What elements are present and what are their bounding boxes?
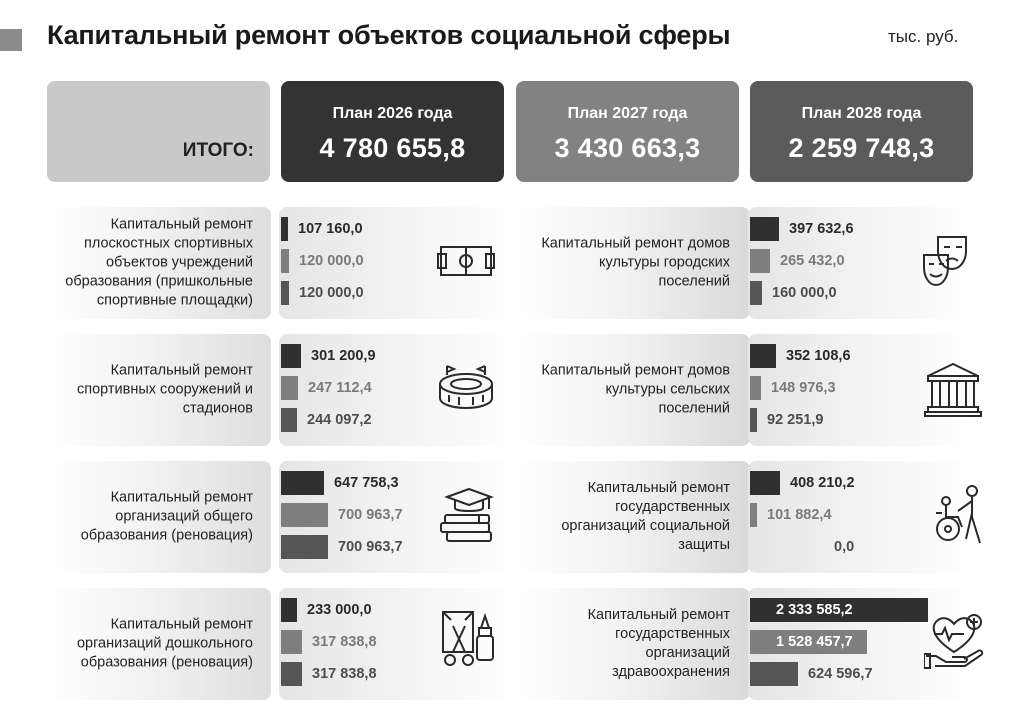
category-label-preschool: Капитальный ремонт организаций дошкольного образования (реновация) <box>76 616 253 671</box>
category-label-healthcare: Капитальный ремонт государственных организаций здравоохранения <box>587 607 730 680</box>
bars-card-stadiums <box>279 334 519 446</box>
category-card-general-education <box>47 461 271 573</box>
bar-value-2028: 92 251,9 <box>767 412 824 428</box>
columns-building-icon <box>924 360 982 418</box>
bar-value-2027: 247 112,4 <box>308 380 372 396</box>
graduation-books-icon <box>439 483 495 545</box>
stadium-icon <box>437 362 495 414</box>
bar-2027 <box>750 376 761 400</box>
bar-value-2028: 120 000,0 <box>299 285 364 301</box>
units-label: тыс. руб. <box>888 27 959 46</box>
bar-2028 <box>281 662 302 686</box>
title-marker <box>0 29 22 51</box>
bar-value-2026: 233 000,0 <box>307 602 372 618</box>
bar-value-2027: 317 838,8 <box>312 634 377 650</box>
bar-value-2027: 101 882,4 <box>767 507 832 523</box>
bar-value-2026: 647 758,3 <box>334 475 399 491</box>
bars-card-rural-culture <box>748 334 972 446</box>
plan-2027-title: План 2027 года <box>567 105 688 122</box>
category-card-sport-grounds <box>47 207 271 319</box>
bars-card-city-culture <box>748 207 972 319</box>
bar-2028 <box>281 408 297 432</box>
bar-2026 <box>281 344 301 368</box>
category-label-city-culture: Капитальный ремонт домов культуры городских поселений <box>541 235 730 290</box>
category-label-rural-culture: Капитальный ремонт домов культуры сельских поселений <box>541 362 730 417</box>
plan-2028-value: 2 259 748,3 <box>788 133 935 163</box>
plan-2026-value: 4 780 655,8 <box>319 133 466 163</box>
plan-2028-box <box>750 81 973 182</box>
bar-2028 <box>281 535 328 559</box>
bars-card-sport-grounds <box>279 207 519 319</box>
bar-2026 <box>281 217 288 241</box>
bar-value-2027: 700 963,7 <box>338 507 403 523</box>
category-label-social-protection: Капитальный ремонт государственных организаций социальной защиты <box>561 480 730 553</box>
bar-value-2028: 244 097,2 <box>307 412 372 428</box>
bar-value-2027: 265 432,0 <box>780 253 845 269</box>
plan-2027-box <box>516 81 739 182</box>
page-title: Капитальный ремонт объектов социальной сферы <box>47 20 731 50</box>
bar-value-2028: 624 596,7 <box>808 666 873 682</box>
bar-2026 <box>281 471 324 495</box>
crafts-icon <box>439 608 495 674</box>
bar-2027 <box>281 249 289 273</box>
football-field-icon <box>437 241 495 281</box>
category-card-stadiums <box>47 334 271 446</box>
bar-2027 <box>750 503 757 527</box>
bar-value-2026: 408 210,2 <box>790 475 855 491</box>
bar-2028 <box>750 408 757 432</box>
bar-value-2026: 107 160,0 <box>298 221 363 237</box>
bars-card-general-education <box>279 461 519 573</box>
bar-value-2026: 352 108,6 <box>786 348 851 364</box>
bar-value-2026: 2 333 585,2 <box>776 602 853 618</box>
plan-2026-title: План 2026 года <box>332 105 453 122</box>
category-label-general-education: Капитальный ремонт организаций общего образования (реновация) <box>80 489 253 544</box>
bar-value-2027: 148 976,3 <box>771 380 836 396</box>
bar-value-2028: 160 000,0 <box>772 285 837 301</box>
plan-2028-title: План 2028 года <box>801 105 922 122</box>
plan-2027-value: 3 430 663,3 <box>554 133 701 163</box>
bars-card-healthcare <box>748 588 972 700</box>
bar-value-2027: 1 528 457,7 <box>776 634 853 650</box>
plan-2026-box <box>281 81 504 182</box>
heart-hand-icon <box>924 612 986 670</box>
bar-value-2026: 397 632,6 <box>789 221 854 237</box>
bar-value-2028: 0,0 <box>834 539 855 555</box>
category-card-social-protection <box>512 461 750 573</box>
wheelchair-care-icon <box>928 483 988 545</box>
bar-2027 <box>281 376 298 400</box>
bar-value-2027: 120 000,0 <box>299 253 364 269</box>
category-card-preschool <box>47 588 271 700</box>
category-card-rural-culture <box>512 334 750 446</box>
bar-2028 <box>750 281 762 305</box>
category-label-sport-grounds: Капитальный ремонт плоскостных спортивных объектов учреждений образования (пришкольные спортивные площадки) <box>65 216 253 309</box>
bar-value-2026: 301 200,9 <box>311 348 376 364</box>
totals-label: ИТОГО: <box>182 140 254 161</box>
theater-masks-icon <box>920 233 970 291</box>
bar-2027 <box>281 503 328 527</box>
bar-2026 <box>750 471 780 495</box>
totals-label-box <box>47 81 270 182</box>
bar-2026 <box>750 217 779 241</box>
bar-2027 <box>750 249 770 273</box>
bar-2026 <box>281 598 297 622</box>
category-card-city-culture <box>512 207 750 319</box>
bar-2028 <box>281 281 289 305</box>
category-card-healthcare <box>512 588 750 700</box>
bar-2027 <box>281 630 302 654</box>
category-label-stadiums: Капитальный ремонт спортивных сооружений и стадионов <box>76 362 253 417</box>
bars-card-social-protection <box>748 461 972 573</box>
bar-value-2028: 317 838,8 <box>312 666 377 682</box>
bar-2028 <box>750 662 798 686</box>
bars-card-preschool <box>279 588 519 700</box>
bar-value-2028: 700 963,7 <box>338 539 403 555</box>
bar-2026 <box>750 344 776 368</box>
